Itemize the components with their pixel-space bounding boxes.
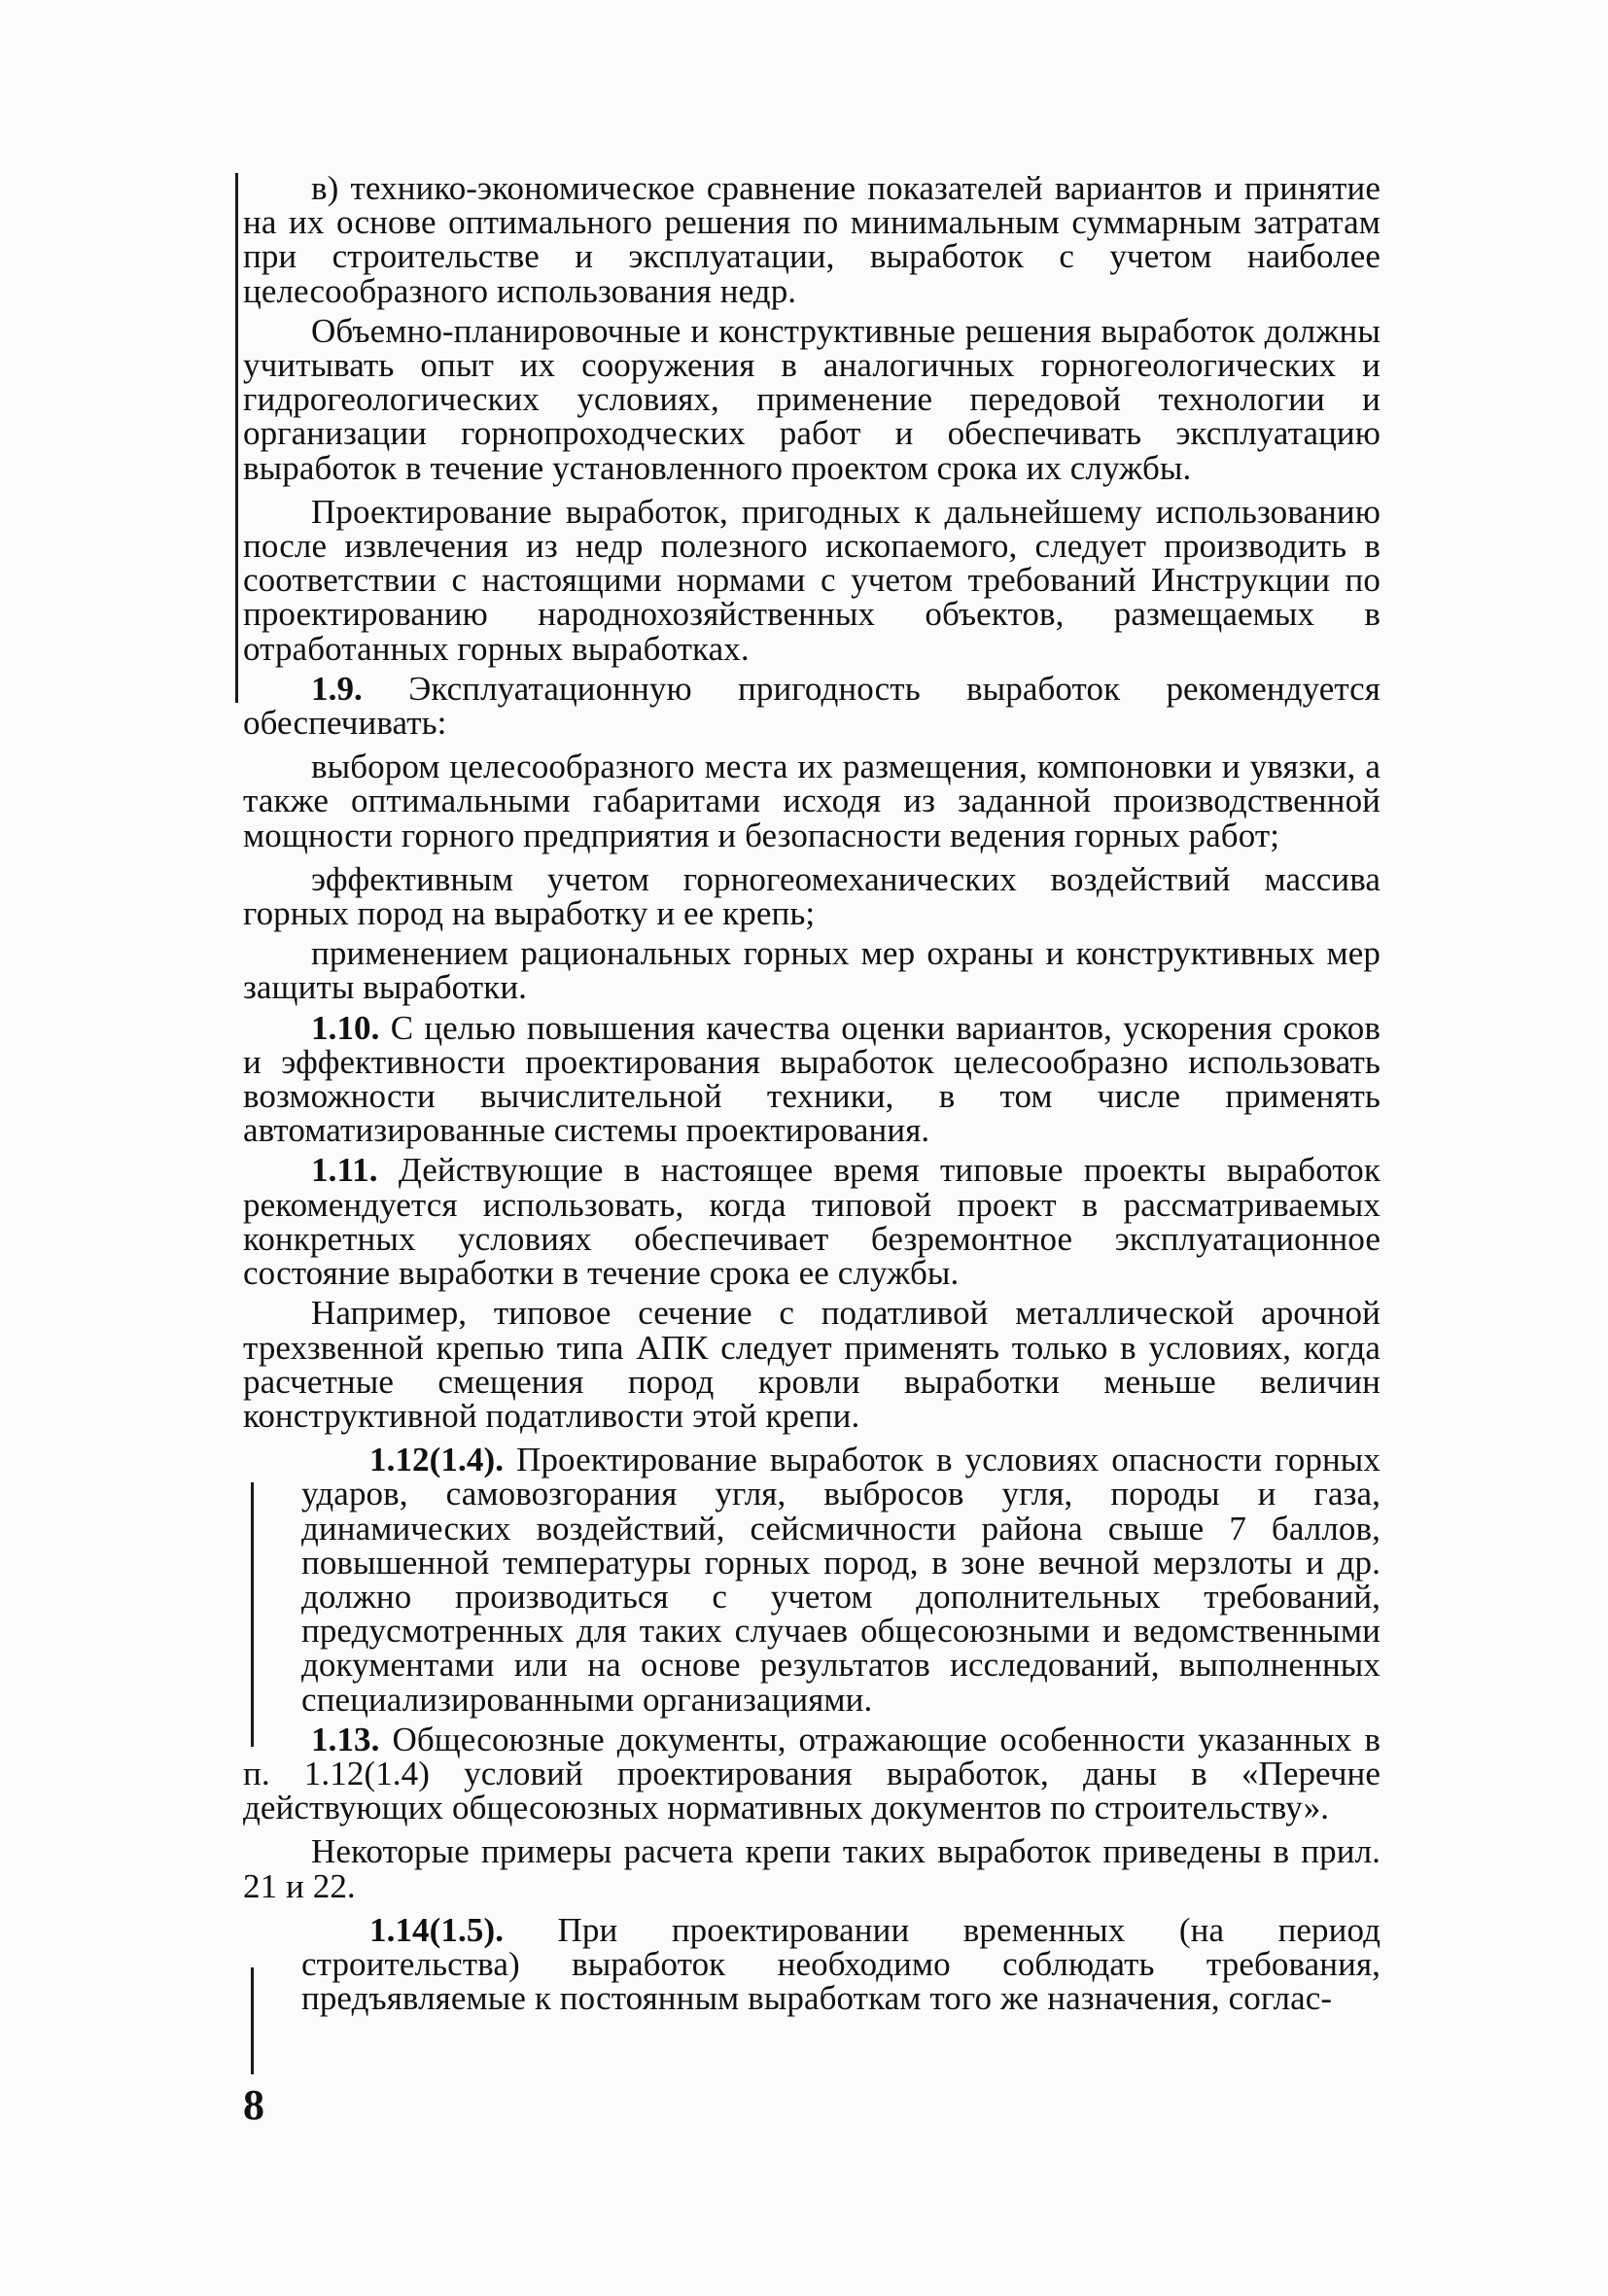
paragraph-text: Общесоюзные документы, отражающие особенности указанных в п. 1.12(1.4) условий проектирования выработок, даны в «Перечне действующих общесоюзных нормативных документов по строительству».: [243, 1720, 1381, 1827]
margin-bar-1: [235, 173, 238, 703]
list-item: [243, 859, 1381, 933]
paragraph-text: Объемно-планировочные и конструктивные решения выработок должны учитывать опыт их сооружения в аналогичных горногеологических и гидрогеологических условиях, применение передовой технологии и организации горнопроходческих работ и обеспечивать эксплуатацию выработок в течение установленного проектом срока их службы.: [243, 311, 1381, 487]
paragraph: [243, 1296, 1381, 1433]
body-text: [243, 169, 1381, 2018]
paragraph: [243, 171, 1381, 308]
paragraph: [243, 1722, 1381, 1826]
paragraph: [243, 1008, 1381, 1150]
paragraph: [243, 311, 1381, 487]
paragraph-text: При проектировании временных (на период строительства) выработок необходимо соблюдать требования, предъявляемые к постоянным выработкам того же назначения, соглас-: [301, 1910, 1381, 2018]
paragraph: [243, 1151, 1381, 1293]
section-number: 1.13.: [311, 1720, 380, 1758]
section-number: 1.9.: [311, 669, 363, 708]
paragraph: [243, 669, 1381, 743]
paragraph: [243, 1910, 1381, 2018]
paragraph-text: Проектирование выработок в условиях опасности горных ударов, самовозгорания угля, выбросов угля, породы и газа, динамических воздействий, сейсмичности района свыше 7 баллов, повышенной температуры горных пород, в зоне вечной мерзлоты и др. должно производиться с учетом дополнительных требований, предусмотренных для таких случаев общесоюзными и ведомственными документами или на основе результатов исследований, выполненных специализированными организациями.: [301, 1441, 1381, 1719]
paragraph-text: Эксплуатационную пригодность выработок рекомендуется обеспечивать:: [243, 669, 1381, 743]
page-number: 8: [243, 2081, 264, 2129]
paragraph-text: Например, типовое сечение с податливой металлической арочной трехзвенной крепью типа АПК следует применять только в условиях, когда расчетные смещения пород кровли выработки меньше величин конструктивной податливости этой крепи.: [243, 1294, 1381, 1435]
paragraph-text: Некоторые примеры расчета крепи таких выработок приведены в прил. 21 и 22.: [243, 1832, 1381, 1905]
section-number: 1.11.: [311, 1151, 378, 1190]
section-number: 1.14(1.5).: [369, 1910, 505, 1949]
paragraph: [243, 1832, 1381, 1905]
paragraph-text: применением рациональных горных мер охраны и конструктивных мер защиты выработки.: [243, 934, 1381, 1007]
paragraph-text: в) технико-экономическое сравнение показателей вариантов и принятие на их основе оптимального решения по минимальным суммарным затратам при строительстве и эксплуатации, выработок с учетом наиболее целесообразного использования недр.: [243, 169, 1381, 310]
list-item: [243, 934, 1381, 1007]
paragraph-text: Проектирование выработок, пригодных к дальнейшему использованию после извлечения из недр полезного ископаемого, следует производить в соответствии с настоящими нормами с учетом требований Инструкции по проектированию народнохозяйственных объектов, размещаемых в отработанных горных выработках.: [243, 492, 1381, 668]
paragraph-text: выбором целесообразного места их размещения, компоновки и увязки, а также оптимальными габаритами исходя из заданной производственной мощности горного предприятия и безопасности ведения горных работ;: [243, 748, 1381, 854]
section-number: 1.10.: [311, 1008, 380, 1047]
paragraph-text: С целью повышения качества оценки вариантов, ускорения сроков и эффективности проектирования выработок целесообразно использовать возможности вычислительной техники, в том числе применять автоматизированные системы проектирования.: [243, 1008, 1381, 1150]
paragraph: [243, 1443, 1381, 1717]
section-number: 1.12(1.4).: [369, 1441, 505, 1479]
list-item: [243, 749, 1381, 852]
paragraph-text: Действующие в настоящее время типовые проекты выработок рекомендуется использовать, когда типовой проект в рассматриваемых конкретных условиях обеспечивает безремонтное эксплуатационное состояние выработки в течение срока ее службы.: [243, 1151, 1381, 1293]
paragraph-text: эффективным учетом горногеомеханических воздействий массива горных пород на выработку и ее крепь;: [243, 859, 1381, 933]
paragraph: [243, 492, 1381, 668]
